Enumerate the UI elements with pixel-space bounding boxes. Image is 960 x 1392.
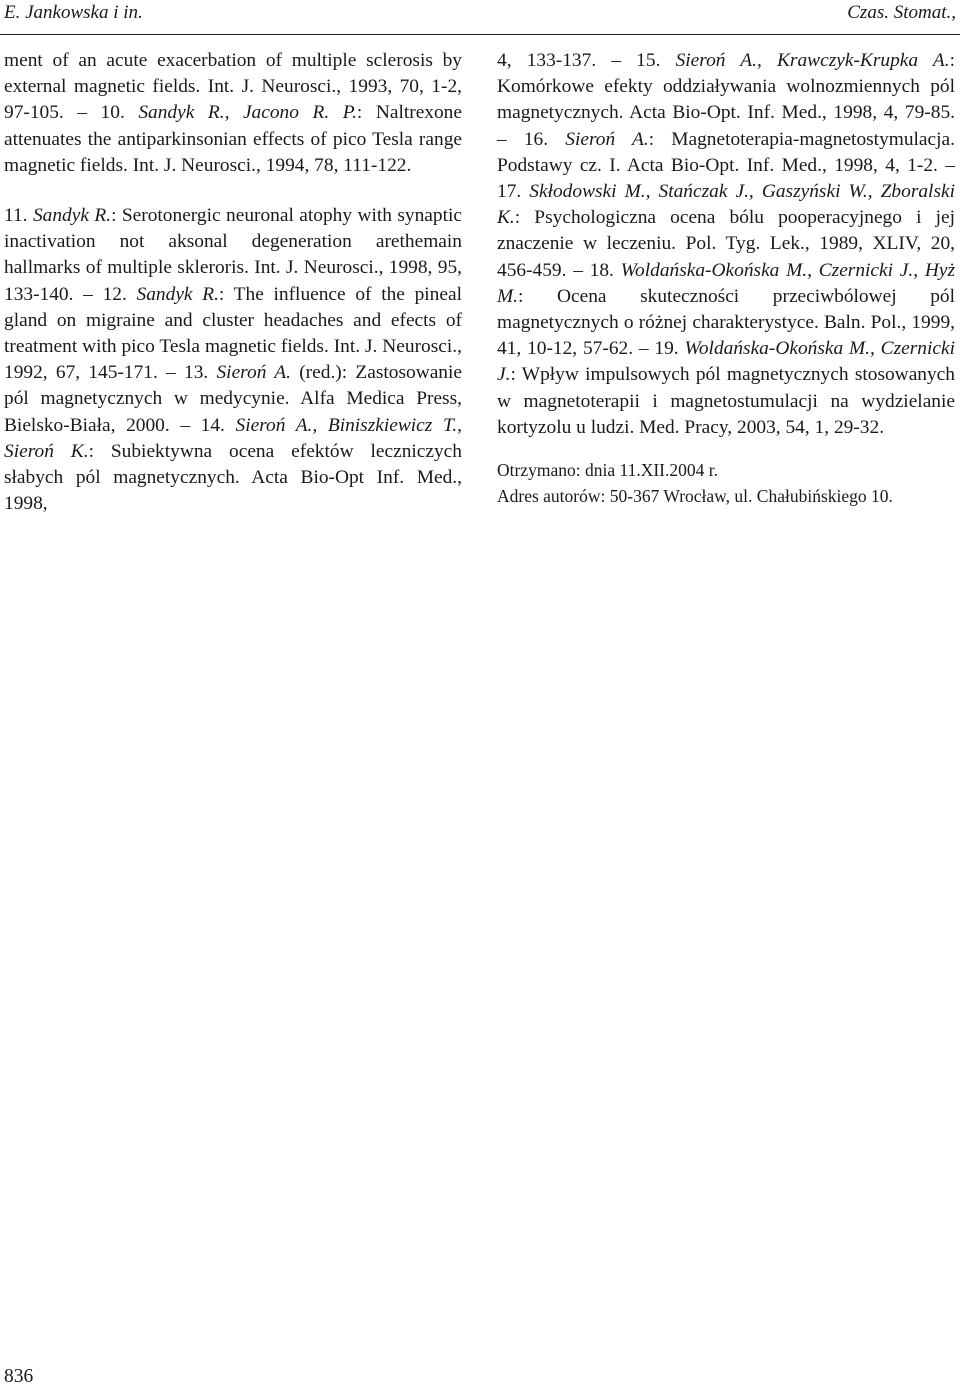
received-date: Otrzymano: dnia 11.XII.2004 r. bbox=[497, 460, 718, 481]
reference-text: : Wpływ impulsowych pól magnetycznych stosowanych w magnetoterapii i magnetostumulacji na wydzielanie kortyzolu u ludzi. Med. Pracy, 2003, 54, 1, 29-32. bbox=[497, 364, 955, 438]
author-names: Skłodowski M., Stańczak J., Gaszyński W., Zboralski K. bbox=[497, 181, 955, 229]
author-names: Sieroń A., Biniszkiewicz T., Sieroń K. bbox=[4, 414, 462, 462]
reference-text: : The influence of the pineal gland on migraine and cluster headaches and efects of treatment with pico Tesla magnetic fields. Int. J. Neurosci., 1992, 67, 145-171. – 13. bbox=[4, 283, 462, 384]
author-address: Adres autorów: 50-367 Wrocław, ul. Chałubińskiego 10. bbox=[497, 486, 893, 507]
author-names: Sandyk R., Jacono R. P. bbox=[138, 102, 357, 124]
author-names: Sandyk R. bbox=[32, 205, 112, 227]
reference-text: : Subiektywna ocena efektów leczniczych słabych pól magnetycznych. Acta Bio-Opt Inf. Med., 1998, bbox=[4, 440, 462, 515]
reference-paragraph bbox=[4, 48, 462, 179]
reference-text: : Serotonergic neuronal atophy with synaptic inactivation not aksonal degeneration arethemain hallmarks of multiple skleroris. Int. J. Neurosci., 1998, 95, 133-140. – 12. bbox=[4, 205, 462, 305]
running-header-authors: E. Jankowska i in. bbox=[4, 2, 143, 23]
reference-text: : Psychologiczna ocena bólu pooperacyjnego i jej znaczenie w leczeniu. Pol. Tyg. Lek., 1989, XLIV, 20, 456-459. – 18. bbox=[497, 207, 955, 281]
author-names: Sieroń A. bbox=[565, 128, 649, 150]
reference-text: : Ocena skuteczności przeciwbólowej pól magnetycznych o różnej charakterystyce. Baln. Pol., 1999, 41, 10-12, 57-62. – 19. bbox=[497, 285, 955, 360]
reference-paragraph bbox=[497, 48, 955, 441]
reference-text: 11. bbox=[4, 205, 33, 227]
reference-text: : Komórkowe efekty oddziaływania wolnozmiennych pól magnetycznych. Acta Bio-Opt. Inf. Med., 1998, 4, 79-85. – 16. bbox=[497, 50, 955, 150]
reference-text: : Magnetoterapia-magnetostymulacja. Podstawy cz. I. Acta Bio-Opt. Inf. Med., 1998, 4, 1-2. – 17. bbox=[497, 128, 955, 203]
reference-text: 4, 133-137. – 15. bbox=[497, 50, 676, 71]
reference-paragraph bbox=[4, 203, 462, 517]
reference-text: ment of an acute exacerbation of multiple sclerosis by external magnetic fields. Int. J. Neurosci., 1993, 70, 1-2, 97-105. – 10. bbox=[4, 50, 462, 124]
author-names: Woldańska-Okońska M., Czernicki J. bbox=[497, 338, 955, 386]
author-names: Sandyk R. bbox=[136, 283, 219, 305]
author-names: Woldańska-Okońska M., Czernicki J., Hyż M. bbox=[497, 259, 955, 307]
header-rule bbox=[0, 34, 960, 35]
reference-text: (red.): Zastosowanie pól magnetycznych w medycynie. Alfa Medica Press, Bielsko-Biała, 2000. – 14. bbox=[4, 362, 462, 436]
paragraph-spacer bbox=[4, 179, 462, 203]
right-column bbox=[497, 48, 955, 509]
page-number: 836 bbox=[4, 1366, 34, 1387]
paragraph-spacer bbox=[497, 441, 955, 457]
author-names: Sieroń A., Krawczyk-Krupka A. bbox=[675, 50, 950, 71]
left-column bbox=[4, 48, 462, 517]
author-names: Sieroń A. bbox=[216, 362, 291, 384]
reference-text: : Naltrexone attenuates the antiparkinsonian effects of pico Tesla range magnetic fields. Int. J. Neurosci., 1994, 78, 111-122. bbox=[4, 102, 462, 176]
running-header-journal: Czas. Stomat., bbox=[847, 2, 956, 23]
